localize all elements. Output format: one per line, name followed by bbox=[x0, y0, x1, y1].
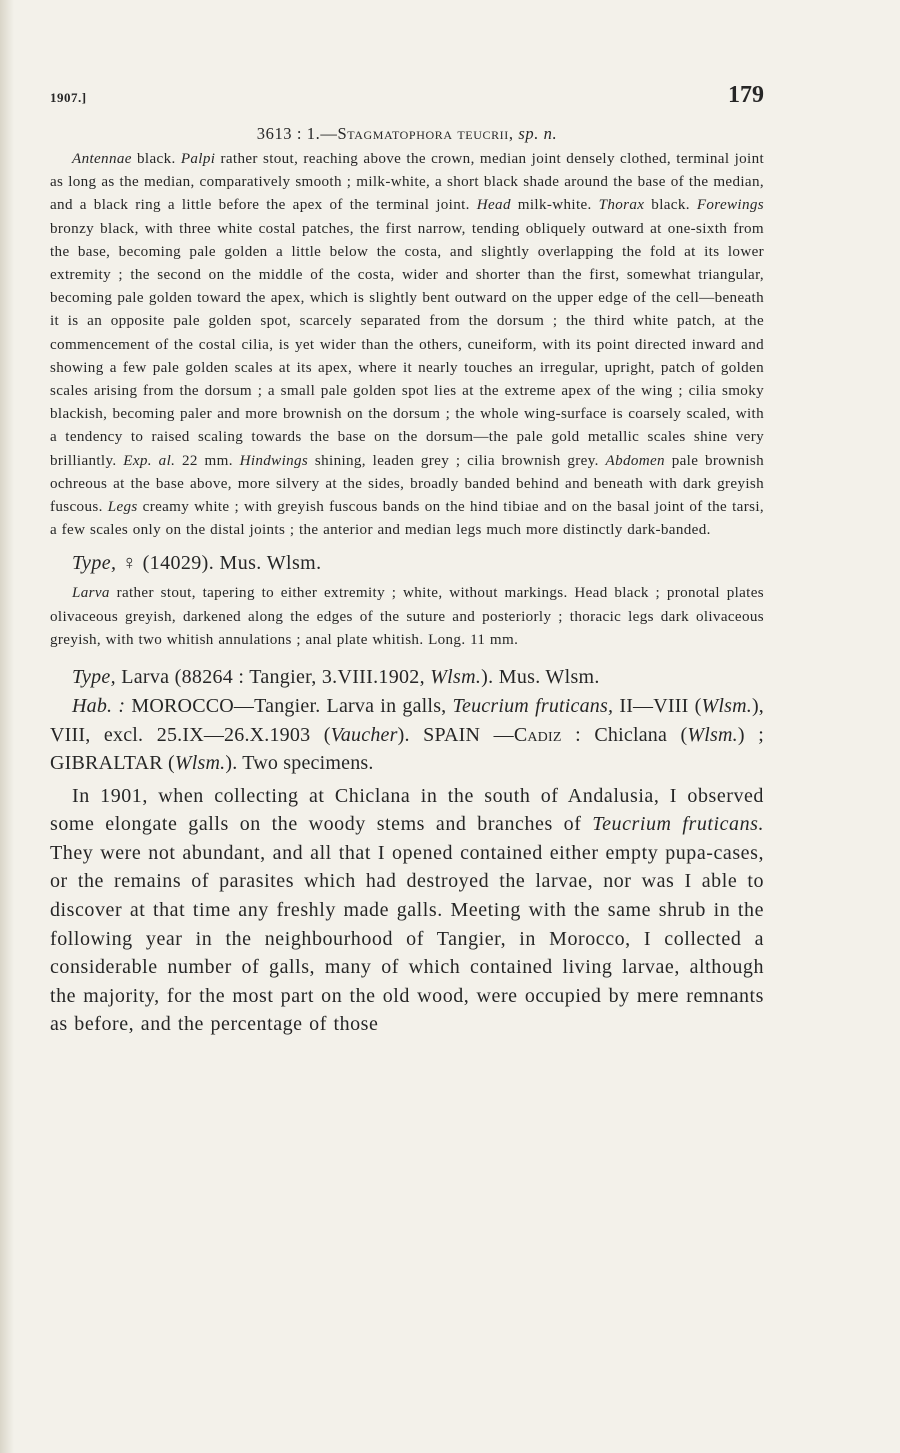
type-larva-line bbox=[50, 662, 764, 692]
header-year: 1907.] bbox=[50, 90, 87, 105]
palpi-text: rather stout, reaching above the crown, median joint densely clothed, terminal joint as long as the median, comparatively smooth ; milk-white, a short black shade around the base of the median, and a black ring a little before the apex of the terminal joint. bbox=[50, 151, 765, 214]
narrative-text-b: They were not abundant, and all that I opened contained either empty pupa-cases, or the remains of parasites which had destroyed the larvae, nor was I able to discover at that time any freshly made galls. Meeting with the same shrub in the following year in the neighbourhood of Tangier, in Morocco, I collected a considerable number of galls, many of which contained living larvae, although the majority, for the most part on the old wood, were occupied by mere remnants as before, and the percentage of those bbox=[50, 841, 764, 1036]
habitat-text-g: ). Two specimens. bbox=[225, 752, 374, 775]
exp-label: Exp. al. bbox=[123, 452, 176, 469]
habitat-text-c: ), VIII, excl. 25.IX—26.X.1903 ( bbox=[50, 695, 764, 746]
larva-description bbox=[50, 582, 764, 652]
thorax-label: Thorax bbox=[598, 197, 645, 214]
running-header bbox=[50, 82, 764, 109]
legs-text: creamy white ; with greyish fuscous bands on the hind tibiae and on the basal joint of the tarsi, a few scales only on the distal joints ; the anterior and median legs much more distinctly dark-banded. bbox=[50, 499, 764, 539]
habitat-collector-a: Wlsm. bbox=[701, 695, 752, 718]
species-name: teucrii, bbox=[457, 124, 514, 143]
narrative-paragraph bbox=[50, 782, 764, 1039]
habitat-text-b: II—VIII ( bbox=[613, 695, 702, 718]
page-body bbox=[50, 122, 764, 1039]
species-number: 3613 : 1.— bbox=[256, 124, 338, 143]
type-imago-line bbox=[50, 548, 764, 578]
type-larva-collector: Wlsm. bbox=[430, 666, 482, 689]
antennae-text: black. bbox=[131, 151, 181, 167]
hindwings-text: shining, leaden grey ; cilia brownish grey. bbox=[308, 452, 606, 469]
head-label: Head bbox=[476, 197, 511, 214]
species-title bbox=[50, 122, 764, 146]
habitat-region: Cadiz bbox=[513, 723, 562, 746]
type-larva-label: Type, bbox=[72, 666, 116, 689]
habitat-text-a: MOROCCO—Tangier. Larva in galls, bbox=[125, 695, 453, 718]
habitat-collector-d: Wlsm. bbox=[174, 752, 226, 775]
habitat-paragraph bbox=[50, 692, 764, 778]
thorax-text: black. bbox=[644, 197, 697, 214]
habitat-text-f: ) ; GIBRALTAR ( bbox=[50, 723, 764, 775]
forewings-text: bronzy black, with three white costal patches, the first narrow, tending obliquely outward at one-sixth from the base, becoming pale golden a little below the costa, and slightly overlapping the fold at its lower extremity ; the second on the middle of the costa, wider and shorter than the first, somewhat triangular, becoming pale golden toward the apex, which is slightly bent outward on the upper edge of the cell—beneath it is an opposite pale golden spot, scarcely separated from the dorsum ; the third white patch, at the commencement of the costal cilia, is yet wider than the others, cuneiform, with its point directed inward and showing a few pale golden scales at its apex, where it nearly touches an irregular, upright, patch of golden scales arising from the dorsum ; a small pale golden spot lies at the extreme apex of the wing ; cilia smoky blackish, becoming paler and more brownish on the dorsum ; the whole wing-surface is coarsely scaled, with a tendency to raised scaling towards the base on the dorsum—the pale gold metallic scales shine very brilliantly. bbox=[50, 220, 764, 469]
narrative-plant: Teucrium fruticans. bbox=[592, 813, 765, 836]
forewings-label: Forewings bbox=[696, 197, 764, 214]
habitat-text-d: ). SPAIN — bbox=[397, 723, 514, 746]
habitat-collector-b: Vaucher bbox=[330, 723, 398, 746]
habitat-plant: Teucrium fruticans, bbox=[452, 695, 614, 718]
species-status: sp. n. bbox=[518, 124, 558, 143]
habitat-label: Hab. : bbox=[72, 695, 126, 718]
palpi-label: Palpi bbox=[180, 151, 216, 167]
abdomen-text: pale brownish ochreous at the base above, more silvery at the sides, broadly banded behind and beneath with dark greyish fuscous. bbox=[50, 452, 764, 516]
genus-name: Stagmatophora bbox=[337, 124, 453, 143]
page-edge-shadow bbox=[0, 0, 14, 1453]
larva-text: rather stout, tapering to either extremity ; white, without markings. Head black ; pronotal plates olivaceous greyish, darkened along the edges of the suture and posteriorly ; thoracic legs dark olivaceous greyish, with two whitish annulations ; anal plate whitish. Long. 11 mm. bbox=[50, 585, 764, 648]
type-imago-text: ♀ (14029). Mus. Wlsm. bbox=[116, 552, 322, 575]
imago-description bbox=[50, 148, 764, 542]
type-larva-text-a: Larva (88264 : Tangier, 3.VIII.1902, bbox=[115, 666, 431, 689]
exp-text: 22 mm. bbox=[175, 452, 240, 469]
page-number: 179 bbox=[728, 82, 764, 108]
narrative-text-a: In 1901, when collecting at Chiclana in the south of Andalusia, I observed some elongate galls on the woody stems and branches of bbox=[50, 784, 764, 836]
habitat-text-e: : Chiclana ( bbox=[561, 723, 688, 746]
abdomen-label: Abdomen bbox=[605, 452, 665, 469]
larva-label: Larva bbox=[72, 585, 110, 602]
head-text: milk-white. bbox=[510, 197, 599, 214]
type-larva-text-b: ). Mus. Wlsm. bbox=[481, 666, 600, 689]
habitat-collector-c: Wlsm. bbox=[687, 723, 738, 746]
legs-label: Legs bbox=[107, 499, 138, 516]
type-label: Type, bbox=[72, 552, 117, 575]
hindwings-label: Hindwings bbox=[239, 452, 309, 469]
antennae-label: Antennae bbox=[72, 151, 132, 167]
